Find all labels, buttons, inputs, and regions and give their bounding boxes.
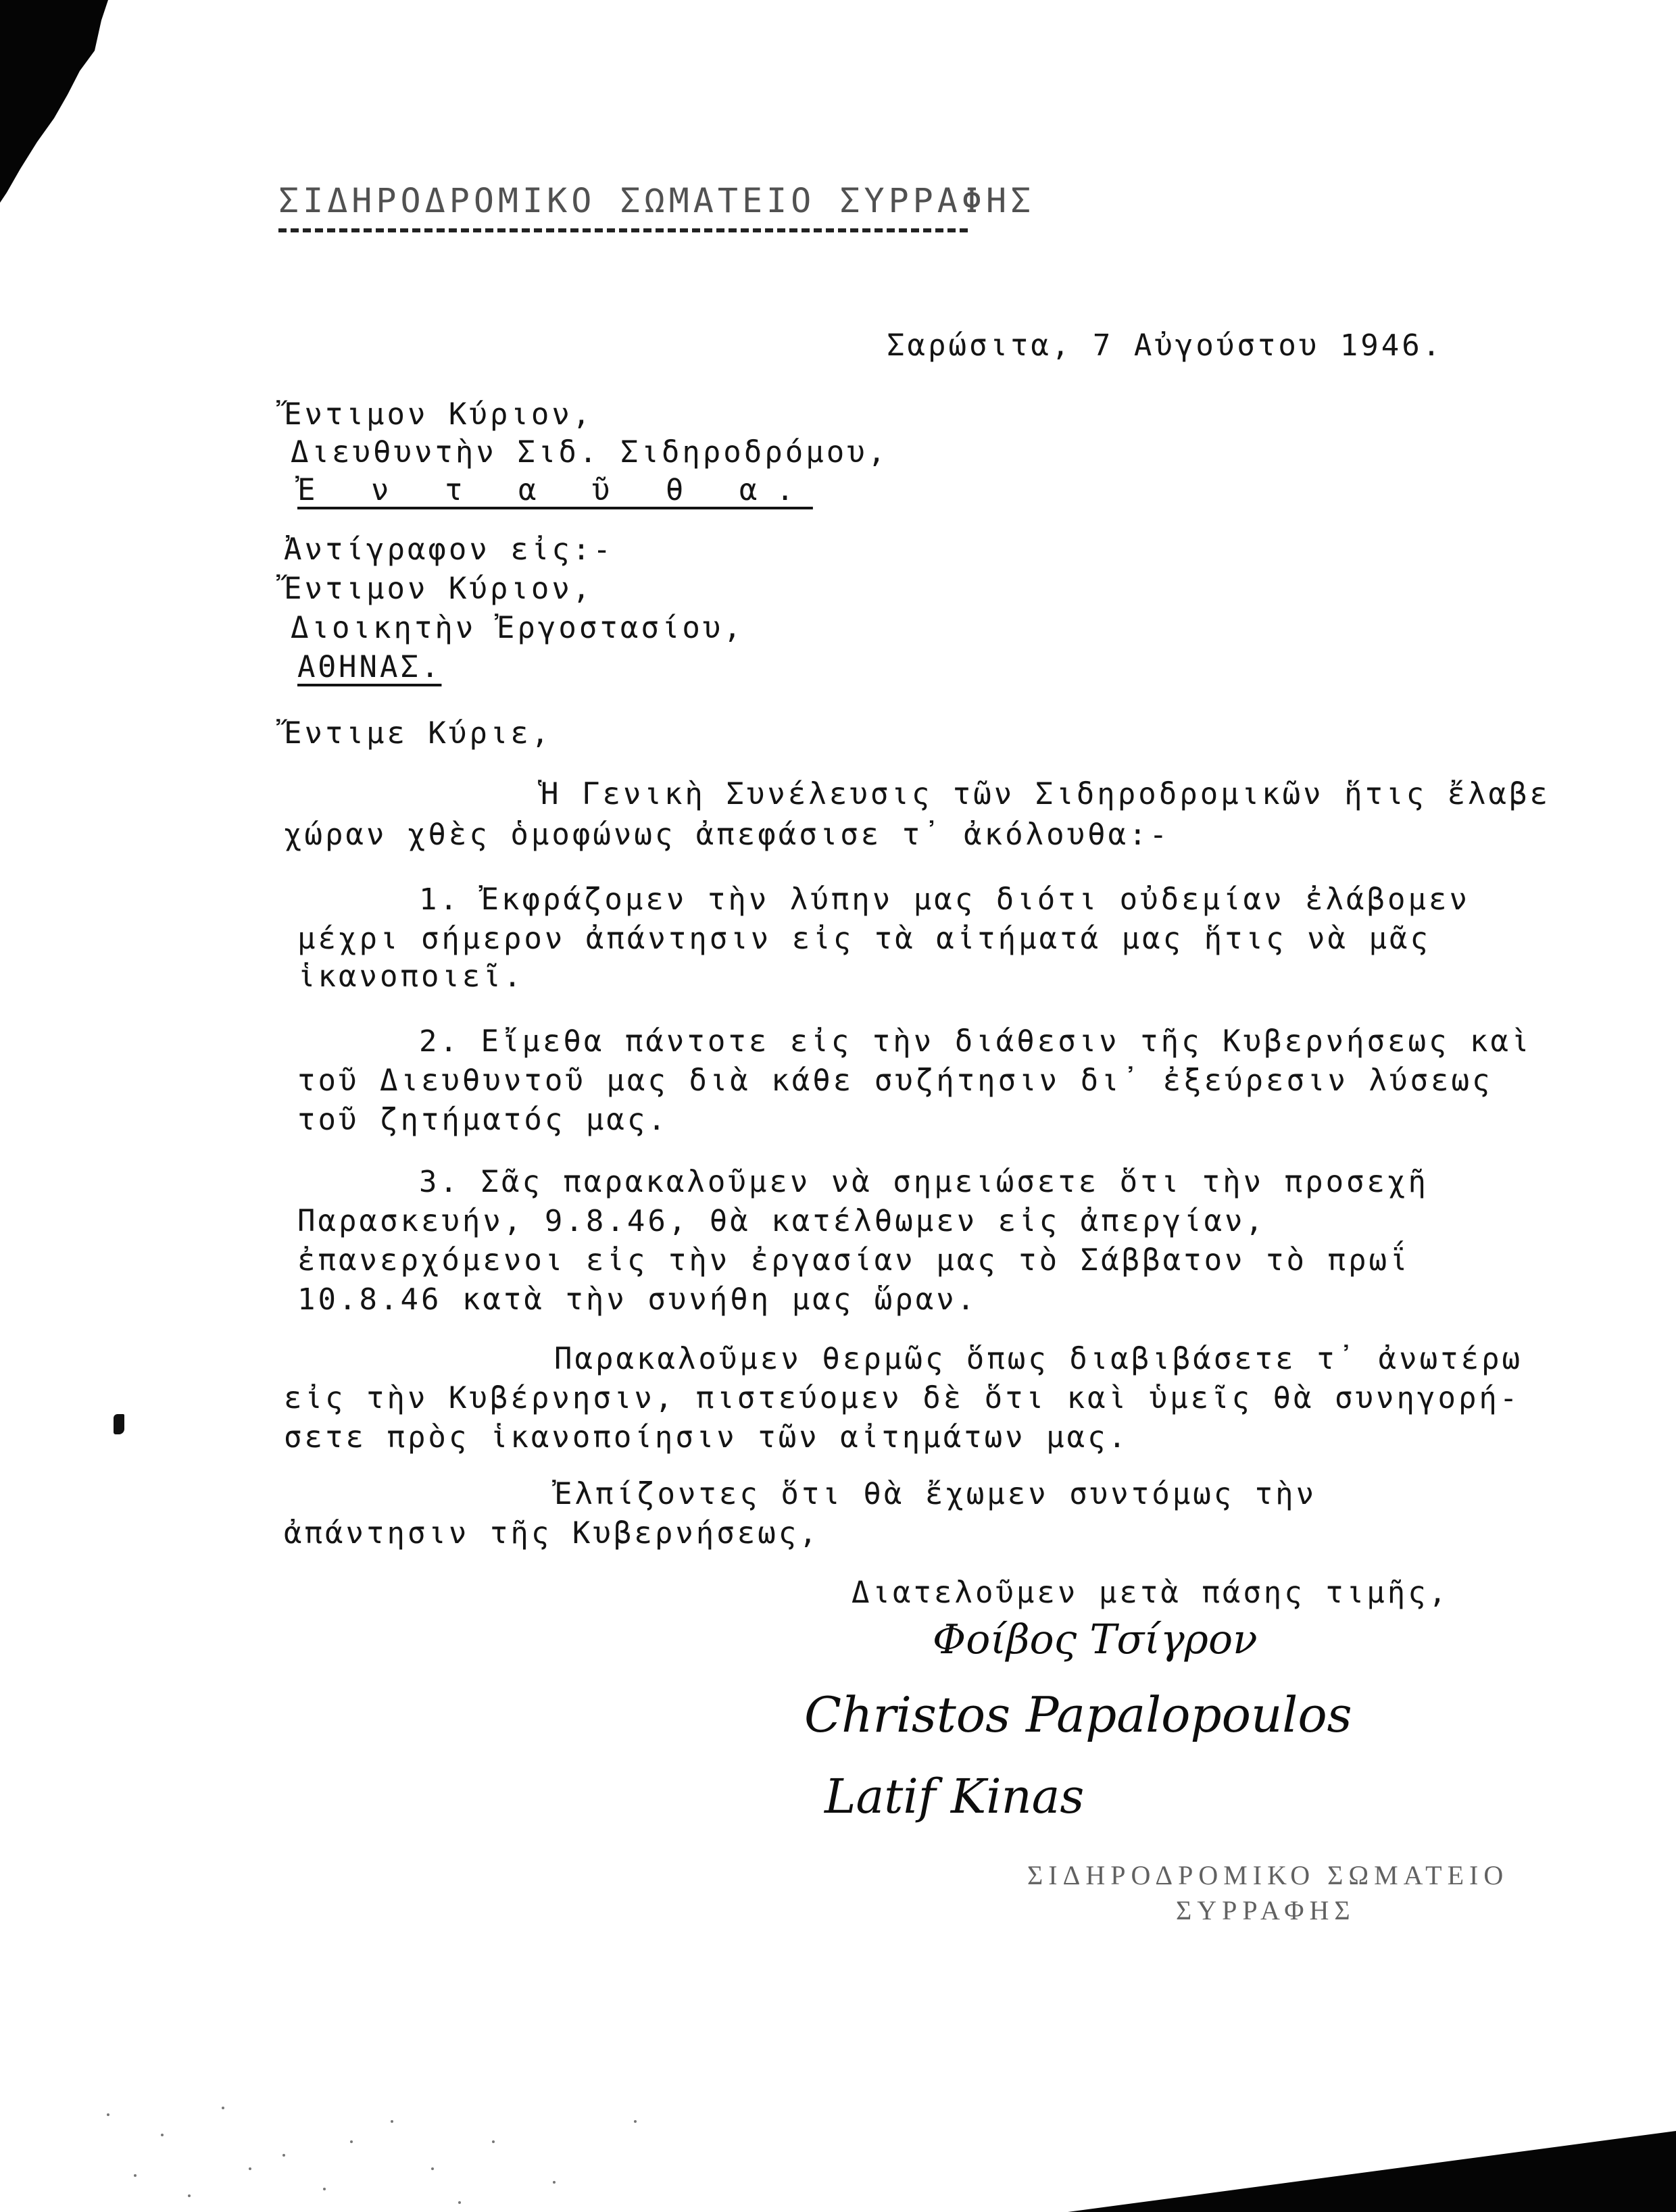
letterhead-rule <box>278 228 968 232</box>
paragraph-5-line-2: ἀπάντησιν τῆς Κυβερνήσεως, <box>284 1516 820 1551</box>
paragraph-2-line-2: τοῦ Διευθυντοῦ μας διὰ κάθε συζήτησιν δι᾽ ἐξεύρεσιν λύσεως <box>297 1063 1493 1098</box>
paragraph-4-line-1: Παρακαλοῦμεν θερμῶς ὅπως διαβιβάσετε τ᾽ ἀνωτέρω <box>554 1342 1523 1376</box>
stamp-line-1: ΣΙΔΗΡΟΔΡΟΜΙΚΟ ΣΩΜΑΤΕΙΟ <box>1027 1860 1509 1890</box>
signature-2: Christos Papalopoulos <box>804 1686 1352 1743</box>
scan-speckles <box>81 2094 689 2209</box>
torn-corner-shadow <box>0 0 115 203</box>
paragraph-3-line-3: ἐπανερχόμενοι εἰς τὴν ἐργασίαν μας τὸ Σάββατον τὸ πρωΐ <box>297 1243 1410 1278</box>
paragraph-1-line-2: μέχρι σήμερον ἀπάντησιν εἰς τὰ αἰτήματά μας ἥτις νὰ μᾶς <box>297 922 1431 956</box>
closing-line: Διατελοῦμεν μετὰ πάσης τιμῆς, <box>852 1576 1450 1610</box>
paragraph-3-line-1: 3. Σᾶς παρακαλοῦμεν νὰ σημειώσετε ὅτι τὴν προσεχῆ <box>419 1165 1429 1199</box>
intro-line-2: χώραν χθὲς ὁμοφώνως ἀπεφάσισε τ᾽ ἀκόλουθα:- <box>284 818 1170 852</box>
paragraph-4-line-3: σετε πρὸς ἱκανοποίησιν τῶν αἰτημάτων μας. <box>284 1420 1129 1455</box>
intro-line-1: Ἡ Γενικὴ Συνέλευσις τῶν Σιδηροδρομικῶν ἥτις ἔλαβε <box>541 777 1551 811</box>
copy-to-line-3: ΑΘΗΝΑΣ. <box>297 650 442 684</box>
copy-to-label: Ἀντίγραφον εἰς:- <box>284 532 614 567</box>
paragraph-3-line-2: Παρασκευήν, 9.8.46, θὰ κατέλθωμεν εἰς ἀπεργίαν, <box>297 1204 1266 1238</box>
paragraph-3-line-4: 10.8.46 κατὰ τὴν συνήθη μας ὥραν. <box>297 1282 978 1317</box>
paragraph-4-line-2: εἰς τὴν Κυβέρνησιν, πιστεύομεν δὲ ὅτι καὶ ὑμεῖς θὰ συνηγορή- <box>284 1381 1521 1415</box>
paragraph-1-line-1: 1. Ἐκφράζομεν τὴν λύπην μας διότι οὐδεμίαν ἐλάβομεν <box>419 882 1471 917</box>
bottom-edge-shadow <box>1068 2090 1676 2212</box>
paragraph-2-line-1: 2. Εἴμεθα πάντοτε εἰς τὴν διάθεσιν τῆς Κυβερνήσεως καὶ <box>419 1024 1532 1059</box>
margin-mark <box>114 1414 124 1434</box>
letterhead-title: ΣΙΔΗΡΟΔΡΟΜΙΚΟ ΣΩΜΑΤΕΙΟ ΣΥΡΡΑΦΗΣ <box>278 181 1035 220</box>
copy-to-line-2: Διοικητὴν Ἐργοστασίου, <box>291 611 744 645</box>
paragraph-5-line-1: Ἐλπίζοντες ὅτι θὰ ἔχωμεν συντόμως τὴν <box>554 1477 1317 1511</box>
date-line: Σαρώσιτα, 7 Αὐγούστου 1946. <box>887 328 1444 363</box>
paragraph-1-line-3: ἱκανοποιεῖ. <box>297 959 524 994</box>
stamp-line-2: ΣΥΡΡΑΦΗΣ <box>1176 1895 1356 1926</box>
signature-1: Φοίβος Τσίγρον <box>933 1616 1258 1663</box>
signature-3: Latif Kinas <box>824 1769 1085 1824</box>
recipient-line-1: Ἔντιμον Κύριον, <box>284 397 593 432</box>
salutation: Ἔντιμε Κύριε, <box>284 716 552 751</box>
recipient-line-2: Διευθυντὴν Σιδ. Σιδηροδρόμου, <box>291 435 889 470</box>
recipient-line-3: Ἐ ν τ α ῦ θ α. <box>297 473 813 507</box>
copy-to-line-1: Ἔντιμον Κύριον, <box>284 572 593 606</box>
paragraph-2-line-3: τοῦ ζητήματός μας. <box>297 1103 668 1137</box>
